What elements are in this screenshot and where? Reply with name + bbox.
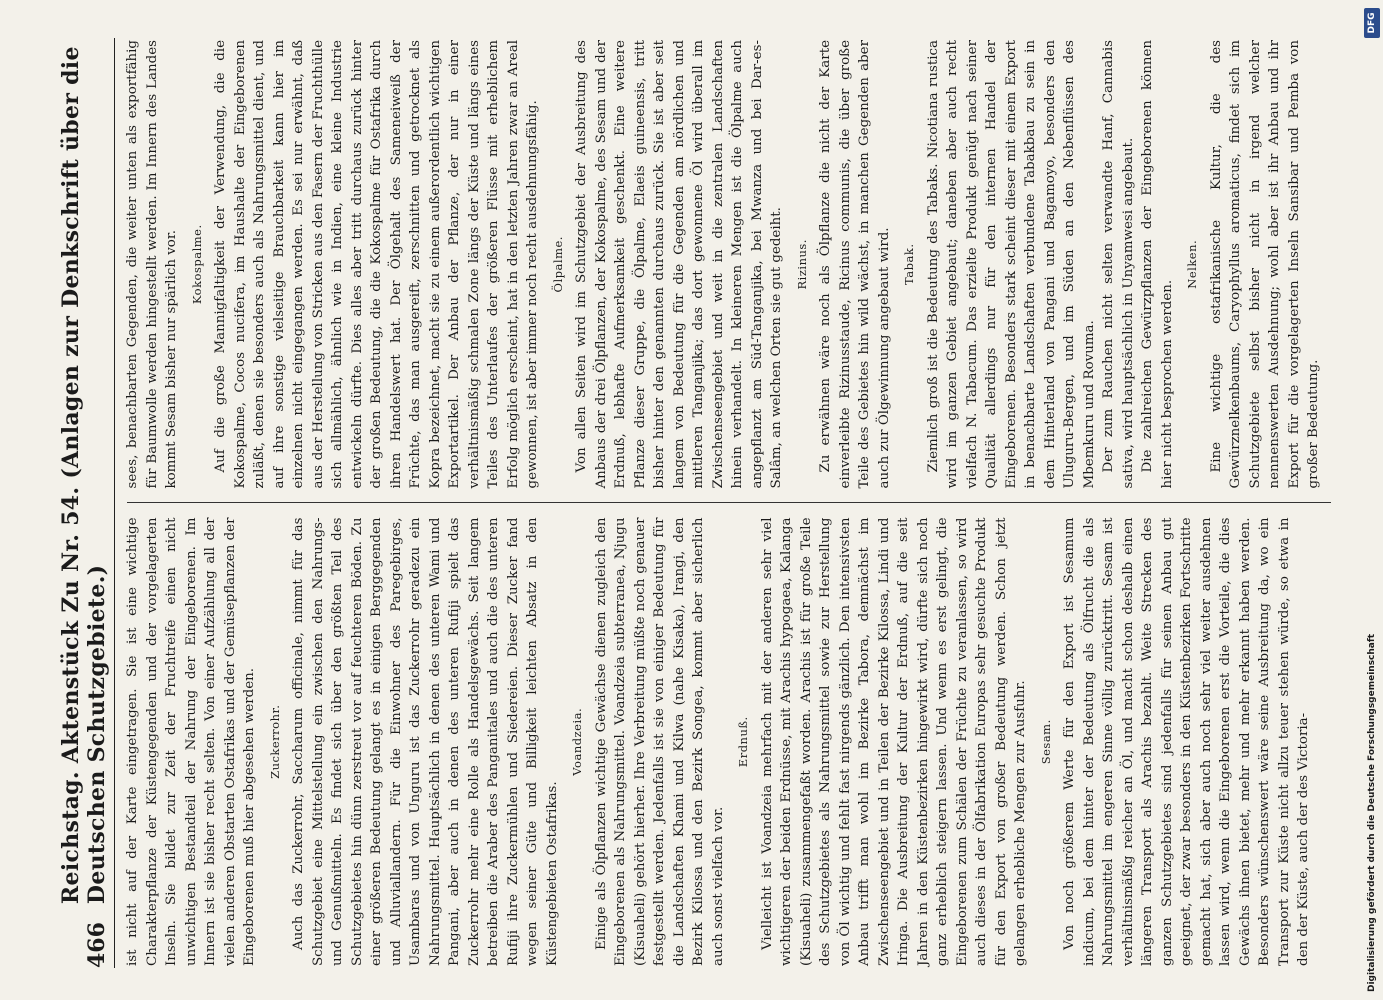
digitization-note-text: Digitalisierung gefördert durch die Deutsche Forschungsgemeinschaft [1367, 633, 1377, 992]
paragraph: Zu erwähnen wäre noch als Ölpflanze die nicht der Karte einverleibte Rizinusstaude, Ricinus communis, die über große Teile des Gebietes hin wild wächst, in manchen Gegenden aber auch zur Ölgewinnung angebaut wird. [818, 40, 892, 489]
page-number: 466 [84, 922, 110, 968]
digitization-note [1365, 8, 1379, 992]
paragraph: Auf die große Mannigfaltigkeit der Verwendung, die die Kokospalme, Cocos nucifera, im Haushalte der Eingeborenen zuläßt, denen sie besonders auch als Nahrungsmittel dient, und auf ihre sonstige vielseitige Brauchbarkeit kann hier im einzelnen nicht eingegangen werden. Es sei nur erwähnt, daß aus der Herstellung von Stricken aus den Fasern der Fruchthülle sich allmählich, ähnlich wie in Indien, eine kleine Industrie entwickeln dürfte. Dies alles aber tritt durchaus zurück hinter der großen Bedeutung, die die Kokospalme für Ostafrika durch ihren Handelswert hat. Der Ölgehalt des Sameneiweiß der Früchte, das man ausgereift, zerschnitten und getrocknet als Kopra bezeichnet, macht sie zu einem außerordentlich wichtigen Exportartikel. Der Anbau der Pflanze, der nur in einer verhältnismäßig schmalen Zone längs der Küste und längs eines Teiles des Unterlaufes der größeren Flüsse mit erheblichem Erfolg möglich erscheint, hat in den letzten Jahren zwar an Areal gewonnen, ist aber immer noch recht ausdehnungsfähig. [213, 40, 540, 489]
paragraph: Von allen Seiten wird im Schutzgebiet der Ausbreitung des Anbaus der drei Ölpflanzen, der Kokospalme, des Sesam und der Erdnuß, lebhafte Aufmerksamkeit geschenkt. Eine weitere Pflanze dieser Gruppe, die Ölpalme, Elaeis guineensis, tritt bisher hinter den genannten durchaus zurück. Sie ist aber seit langem von Bedeutung für die Gegenden am nördlichen und mittleren Tanganjika; das dort gewonnene Öl wird überall im Zwischenseengebiet und weit in die zentralen Landschaften hinein verhandelt. In kleineren Mengen ist die Ölpalme auch angepflanzt am Süd-Tanganjika, bei Mwanza und bei Dar-es-Salâm, an welchen Orten sie gut gedeiht. [574, 40, 784, 489]
dfg-logo-text: DFG [1367, 12, 1377, 34]
paragraph: Der zum Rauchen nicht selten verwandte Hanf, Cannabis sativa, wird hauptsächlich in Unyamwesi angebaut. [1101, 40, 1136, 489]
paragraph: Vielleicht ist Voandzeia mehrfach mit der anderen sehr viel wichtigeren der beiden Erdnüsse, mit Arachis hypogaea, Kalanga (Kisuaheli) zusammengefaßt worden. Arachis ist für große Teile des Schutzgebietes als Nahrungsmittel sowie zur Herstellung von Öl wichtig und fehlt fast nirgends gänzlich. Den intensivsten Anbau trifft man wohl im Bezirke Tabora, demnächst im Zwischenseengebiet und in Teilen der Bezirke Kilossa, Lindi und Iringa. Die Ausbreitung der Kultur der Erdnuß, auf die seit Jahren in den Küstenbezirken hingewirkt wird, dürfte sich noch ganz erheblich steigern lassen. Und wenn es erst gelingt, die Eingeborenen zum Schälen der Früchte zu veranlassen, so wird auch dieses in der Ölfabrikation Europas sehr gesuchte Produkt für den Export von großer Bedeutung werden. Schon jetzt gelangen erhebliche Mengen zur Ausfuhr. [759, 517, 1028, 966]
paragraph: Die zahlreichen Gewürzpflanzen der Eingeborenen können hier nicht besprochen werden. [1140, 40, 1175, 489]
dfg-logo [1364, 8, 1380, 38]
left-column [123, 504, 1335, 969]
section-heading: Kokospalme. [189, 224, 204, 305]
section-heading: Rizinus. [794, 239, 809, 290]
section-heading: Voandzeia. [570, 707, 584, 776]
section-heading: Tabak. [902, 243, 916, 285]
paragraph: Von noch größerem Werte für den Export ist Sesamum indicum, bei dem hinter der Bedeutung als Ölfrucht die als Nahrungsmittel im engeren Sinne völlig zurücktritt. Sesam ist verhältnismäßig reicher an Öl, und macht schon deshalb einen längeren Transport als Arachis bezahlt. Weite Strecken des ganzen Schutzgebietes sind jedenfalls für seinen Anbau gut geeignet, der zwar besonders in den Küstenbezirken Fortschritte gemacht hat, sich aber auch noch sehr viel weiter ausdehnen lassen wird, wenn die Eingeborenen erst die Vorteile, die dies Gewächs ihnen bietet, mehr und mehr erkannt haben werden. Besonders wünschenswert wäre seine Ausbreitung da, wo ein Transport zur Küste nicht allzu teuer stehen würde, so etwa in den der Küste, auch der des Victoria- [1062, 517, 1311, 966]
paragraph: Eine wichtige ostafrikanische Kultur, die des Gewürznelkenbaums, Caryophyllus aromaticus, findet sich im Schutzgebiete selbst bisher nicht in irgend welcher nennenswerten Ausdehnung; wohl aber ist ihr Anbau und ihr Export für die vorgelagerten Inseln Sansibar und Pemba von großer Bedeutung. [1208, 40, 1321, 489]
text-columns [123, 38, 1335, 968]
section-heading: Nelken. [1185, 239, 1199, 289]
paragraph: sees, benachbarten Gegenden, die weiter unten als exportfähig für Baumwolle werden hingestellt werden. Im Innern des Landes kommt Sesam bisher nur spärlich vor. [125, 40, 179, 489]
paragraph: Einige als Ölpflanzen wichtige Gewächse dienen zugleich den Eingeborenen als Nahrungsmittel. Voandzeia subterranea, Njugu (Kisuaheli) gehört hierher. Ihre Verbreitung müßte noch genauer festgestellt werden. Jedenfalls ist sie von einiger Bedeutung für die Landschaften Khami und Kilwa (nahe Kisaka), Irangi, den Bezirk Kilossa und den Bezirk Songea, kommt aber sicherlich auch sonst vielfach vor. [593, 517, 726, 966]
paragraph: Ziemlich groß ist die Bedeutung des Tabaks. Nicotiana rustica wird im ganzen Gebiet angebaut; daneben aber auch recht vielfach N. Tabacum. Das erzielte Produkt genügt nach seiner Qualität allerdings nur für den internen Handel der Eingeborenen. Besonders stark scheint dieser mit einem Export in benachbarte Landschaften verbundene Tabakbau zu sein in dem Hinterland von Pangani und Bagamoyo, besonders den Uluguru-Bergen, und im Süden an den Nebenflüssen des Mbemkuru und Rovuma. [925, 40, 1097, 489]
column-divider [127, 503, 1331, 504]
paragraph: Auch das Zuckerrohr, Saccharum officinale, nimmt für das Schutzgebiet eine Mittelstellung ein zwischen den Nahrungs- und Genußmitteln. Es findet sich über den größten Teil des Schutzgebietes hin dünn zerstreut vor auf feuchteren Böden. Zu einer größeren Bedeutung gelangt es in einigen Berggegenden und Alluviallandern. Für die Einwohner des Paregebirges, Usambaras und von Unguru ist das Zuckerrohr geradezu ein Nahrungsmittel. Hauptsächlich in denen des unteren Wami und Pangani, aber auch in denen des unteren Rufiji spielt das Zuckerrohr mehr eine Rolle als Handelsgewächs. Seit langem betreiben die Araber des Panganitales und auch die des unteren Rufiji ihre Zuckermühlen und Siedereien. Dieser Zucker fand wegen seiner Güte und Billigkeit leichten Absatz in den Küstengebieten Ostafrikas. [291, 517, 560, 966]
section-heading: Erdnuß. [736, 716, 750, 768]
right-column [123, 38, 1335, 503]
section-heading: Zuckerrohr. [267, 704, 282, 779]
paragraph: ist nicht auf der Karte eingetragen. Sie ist eine wichtige Charakterpflanze der Küstengegenden und der vorgelagerten Inseln. Sie bildet zur Zeit der Fruchtreife einen nicht unwichtigen Bestandteil der Nahrung der Eingeborenen. Im Innern ist sie bisher recht selten. Von einer Aufzählung all der vielen anderen Obstarten Ostafrikas und der Gemüsepflanzen der Eingeborenen muß hier abgesehen werden. [125, 517, 257, 966]
page-title: Reichstag. Aktenstück Zu Nr. 54. (Anlagen zur Denkschrift über die Deutschen Schutzgebiete.) [58, 46, 110, 905]
rotated-page-content [58, 38, 1335, 968]
section-heading: Ölpalme. [550, 236, 565, 293]
section-heading: Sesam. [1038, 719, 1053, 765]
page-header [58, 38, 115, 968]
